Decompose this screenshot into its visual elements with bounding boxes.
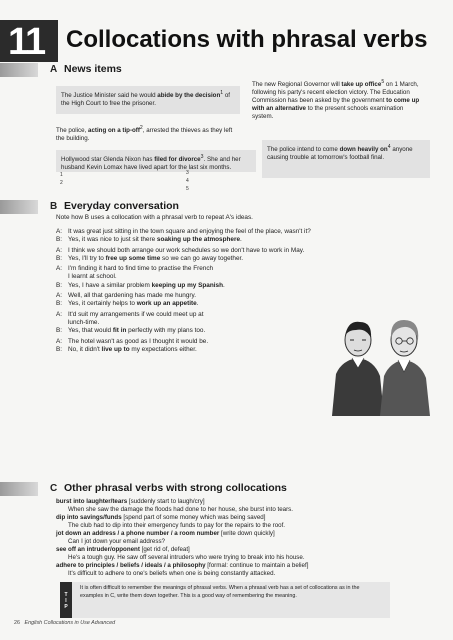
speaker-label: B:	[56, 300, 63, 308]
dialogue-text: No, it didn't	[68, 345, 102, 353]
dialogue-line	[56, 228, 436, 236]
section-a-letter: A	[50, 64, 58, 75]
collocation-list	[56, 498, 446, 578]
collocation-gloss: [spend part of some money which was being saved]	[121, 514, 266, 521]
dialogue-text: It was great just sitting in the town square and enjoying the feel of the place, wasn't it?	[68, 228, 311, 235]
collocation-highlight: work up an appetite	[136, 300, 197, 308]
collocation-example: When she saw the damage the floods had done to her house, she burst into tears.	[68, 506, 293, 513]
tip-label	[60, 592, 72, 610]
collocation-gloss: [get rid of, defeat]	[139, 546, 190, 553]
collocation-example: Can I jot down your email address?	[68, 538, 165, 545]
speaker-label: B:	[56, 327, 63, 335]
dialogue-line	[56, 265, 436, 273]
footnote-3: 3	[186, 170, 189, 176]
dialogue-text-end: .	[222, 281, 225, 289]
section-c-bar	[0, 482, 38, 496]
section-a-title: News items	[64, 63, 122, 75]
dialogue-text: It'd suit my arrangements if we could meet up at	[68, 310, 204, 318]
dialogue-line	[56, 236, 436, 244]
collocation-head: jot down an address / a phone number / a room number	[56, 530, 220, 537]
news-item-3: Hollywood star Glenda Nixon has filed for divorce$^3$. She and her husband Kevin Lomax have lived apart for the last six months.	[56, 150, 256, 172]
collocation-entry	[56, 498, 446, 506]
collocation-gloss: [write down quickly]	[219, 530, 275, 537]
footnote-2: 2	[60, 180, 63, 186]
dialogue-text: Yes, I have a similar problem	[68, 281, 152, 289]
unit-number: 11	[8, 21, 45, 63]
section-c-title: Other phrasal verbs with strong collocations	[64, 482, 287, 494]
footnote-1: 1	[60, 172, 63, 178]
collocation-head: see off an intruder/opponent	[56, 546, 140, 553]
tip-label-letter: T	[64, 592, 68, 598]
speaker-label: B:	[56, 254, 63, 262]
page-number: 26	[14, 620, 20, 626]
unit-title: Collocations with phrasal verbs	[66, 26, 428, 53]
collocation-highlight: keeping up my Spanish	[151, 281, 223, 289]
dialogue-text: Yes, I'll try to	[68, 254, 106, 262]
dialogue-text: The hotel wasn't as good as I thought it would be.	[68, 337, 209, 345]
section-b-letter: B	[50, 201, 58, 212]
dialogue-text: lunch-time.	[68, 318, 100, 326]
tip-label-letter: I	[65, 598, 67, 604]
dialogue-text: I'm finding it hard to find time to practise the French	[68, 265, 214, 273]
book-title: English Collocations in Use Advanced	[24, 620, 116, 626]
dialogue-line	[56, 282, 436, 290]
news-item-5: The police intend to come down heavily $on^4$ anyone causing trouble at tomorrow's football final.	[262, 140, 430, 178]
section-a-bar	[0, 63, 38, 77]
dialogue-text-end: perfectly with my plans too.	[126, 327, 206, 335]
news-item-2: The police, acting on a tip-off$^2$, arrested the thieves as they left the building.	[56, 125, 233, 143]
speaker-label: B:	[56, 345, 63, 353]
dialogue-line	[56, 247, 436, 255]
dialogue-text: Well, all that gardening has made me hungry.	[68, 292, 197, 300]
speaker-label: B:	[56, 281, 63, 289]
collocation-highlight: fit in	[112, 327, 127, 335]
collocation-head: dip into savings/funds	[56, 514, 122, 521]
two-people-illustration	[326, 296, 432, 416]
speaker-label: A:	[56, 337, 63, 345]
dialogue-text: Yes, it was nice to just sit there	[68, 236, 157, 244]
dialogue-text-end: so we can go away together.	[160, 254, 244, 262]
speaker-label: A:	[56, 310, 63, 318]
collocation-gloss: [formal: continue to maintain a belief]	[205, 562, 309, 569]
footnote-5: 5	[186, 186, 189, 192]
collocation-entry	[56, 546, 446, 554]
collocation-entry	[56, 514, 446, 522]
collocation-head: burst into laughter/tears	[56, 498, 128, 505]
collocation-entry	[56, 562, 446, 570]
collocation-highlight: live up to	[101, 345, 130, 353]
speaker-label: B:	[56, 236, 63, 244]
dialogue-text-end: .	[240, 236, 242, 244]
speaker-label: A:	[56, 228, 63, 235]
dialogue-text-end: my expectations either.	[129, 345, 197, 353]
collocation-head: adhere to principles / beliefs / ideals / a philosophy	[56, 562, 206, 569]
section-c-letter: C	[50, 483, 58, 494]
dialogue-text: I think we should both arrange our work schedules so we don't have to work in May.	[68, 246, 305, 254]
dialogue-line	[56, 255, 436, 263]
tip-label-letter: P	[64, 604, 68, 610]
collocation-highlight: soaking up the atmosphere	[156, 236, 241, 244]
dialogue-text: Yes, it certainly helps to	[68, 300, 137, 308]
section-b-intro: Note how B uses a collocation with a phrasal verb to repeat A's ideas.	[56, 214, 253, 221]
dialogue-text: Yes, that would	[68, 327, 113, 335]
speaker-label: A:	[56, 246, 63, 254]
page-footer	[14, 620, 115, 626]
section-b-title: Everyday conversation	[64, 200, 179, 212]
speaker-label: A:	[56, 292, 63, 300]
collocation-gloss: [suddenly start to laugh/cry]	[127, 498, 205, 505]
collocation-example: The club had to dip into their emergency funds to pay for the repairs to the roof.	[68, 522, 286, 529]
tip-text: It is often difficult to remember the meanings of phrasal verbs. When a phrasal verb has a set of collocations as in the examples in C, write them down together. This is a good way of remembering the meaning.	[80, 585, 360, 599]
news-item-4: The new Regional Governor will take up office$^5$ on 1 March, following his party's recent election victory. The Education Commission has been asked by the government to come up with an alternative to the present schools examination system.	[252, 79, 420, 121]
news-item-1: The Justice Minister said he would abide by the decision$^1$ of the High Court to free the prisoner.	[56, 86, 240, 114]
dialogue-text-end: .	[196, 300, 199, 308]
collocation-example: He's a tough guy. He saw off several intruders who were trying to break into his house.	[68, 554, 305, 561]
collocation-entry	[56, 530, 446, 538]
section-b-bar	[0, 200, 38, 214]
collocation-highlight: free up some time	[105, 254, 161, 262]
speaker-label: A:	[56, 265, 63, 273]
dialogue-text: I learnt at school.	[68, 273, 117, 281]
dialogue-line	[56, 273, 436, 281]
footnote-4: 4	[186, 178, 189, 184]
collocation-example: It's difficult to adhere to one's beliefs when one is being constantly attacked.	[68, 570, 276, 577]
